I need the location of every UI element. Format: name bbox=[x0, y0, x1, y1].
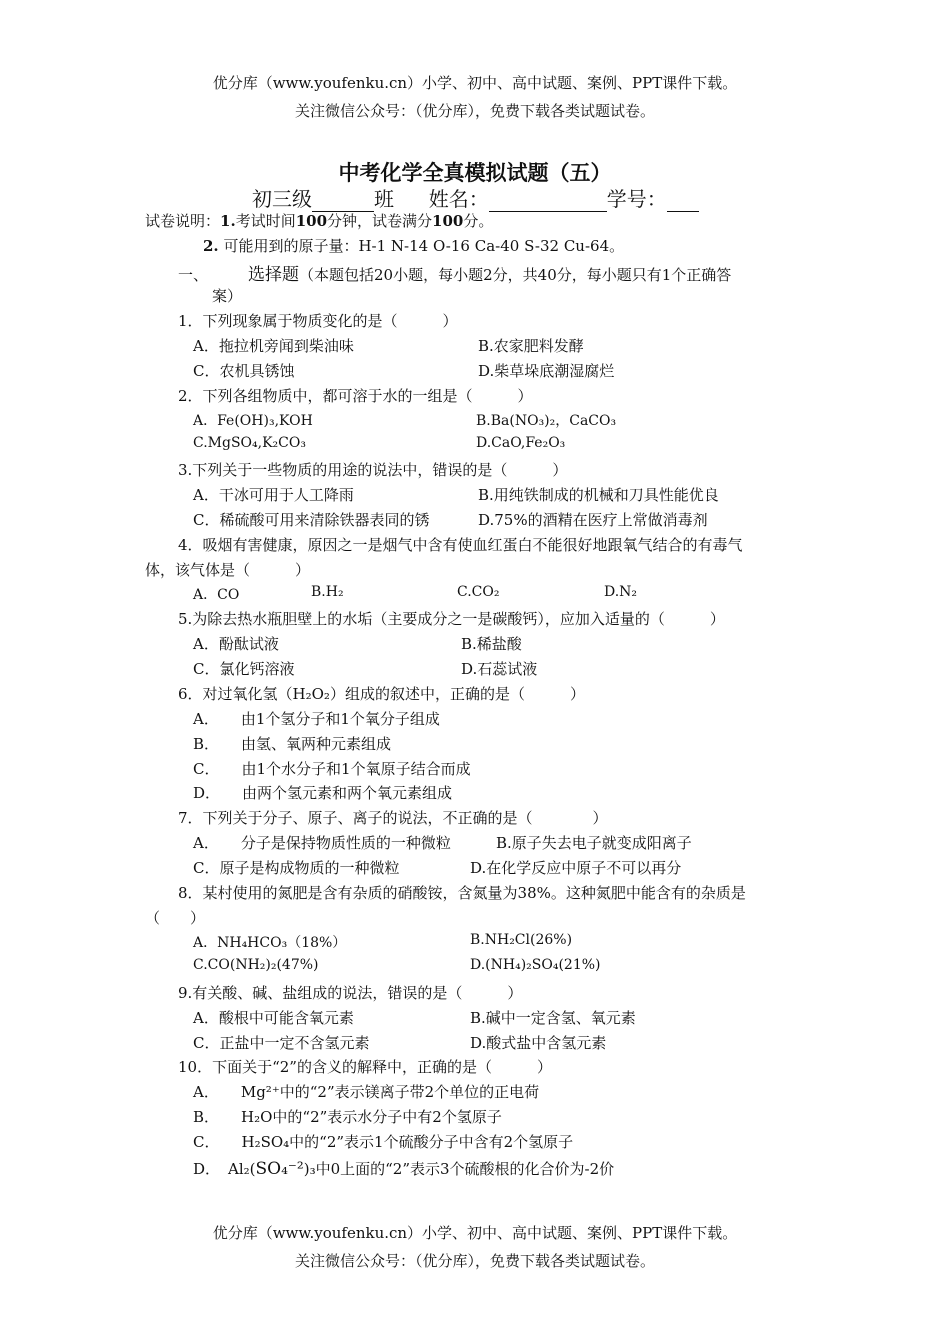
question-9-stem: 9.有关酸、碱、盐组成的说法，错误的是（ ） bbox=[178, 984, 523, 1002]
q6-option-b-letter: B． bbox=[193, 735, 220, 753]
q6-option-b[interactable] bbox=[193, 733, 391, 754]
q6-option-d-letter: D． bbox=[193, 784, 221, 802]
question-1-stem: 1．下列现象属于物质变化的是（ ） bbox=[178, 312, 458, 330]
question-8-stem-2: （ ） bbox=[145, 909, 206, 927]
q4-option-c[interactable]: C.CO₂ bbox=[457, 584, 500, 600]
footer-line-1: 优分库（www.youfenku.cn）小学、初中、高中试题、案例、PPT课件下载。 bbox=[212, 1224, 738, 1242]
q10-option-a[interactable] bbox=[193, 1081, 539, 1102]
name-blank[interactable] bbox=[489, 191, 607, 212]
q1-option-a[interactable]: A．拖拉机旁闻到柴油味 bbox=[193, 337, 354, 355]
q5-option-b[interactable]: B.稀盐酸 bbox=[461, 635, 522, 653]
section-1-heading bbox=[178, 260, 731, 285]
exam-title: 中考化学全真模拟试题（五） bbox=[338, 161, 612, 185]
q5-option-d[interactable]: D.石蕊试液 bbox=[461, 660, 538, 678]
question-4-stem-1: 4．吸烟有害健康，原因之一是烟气中含有使血红蛋白不能很好地跟氧气结合的有毒气 bbox=[178, 536, 743, 554]
q2-option-a[interactable]: A．Fe(OH)₃,KOH bbox=[193, 413, 313, 429]
section-1-desc-2: 案） bbox=[212, 287, 243, 305]
question-2-stem: 2．下列各组物质中，都可溶于水的一组是（ ） bbox=[178, 387, 533, 405]
id-blank[interactable] bbox=[667, 191, 699, 212]
q6-option-d[interactable] bbox=[193, 782, 452, 803]
student-info-line bbox=[252, 183, 699, 212]
section-1-title: 选择题 bbox=[248, 265, 300, 285]
question-7-stem: 7．下列关于分子、原子、离子的说法，不正确的是（ ） bbox=[178, 809, 608, 827]
q10-option-d-formula-pre: Al₂( bbox=[228, 1160, 256, 1178]
exam-note-2 bbox=[203, 235, 624, 256]
note1-text-b: 分钟，试卷满分 bbox=[327, 212, 433, 230]
question-5-stem: 5.为除去热水瓶胆壁上的水垢（主要成分之一是碳酸钙），应加入适量的（ ） bbox=[178, 610, 725, 628]
q7-option-a-letter: A． bbox=[193, 834, 219, 852]
q8-option-a[interactable]: A．NH₄HCO₃（18%） bbox=[193, 935, 347, 951]
q6-option-c-letter: C． bbox=[193, 760, 220, 778]
q10-option-c[interactable] bbox=[193, 1131, 573, 1152]
note1-time: 100 bbox=[295, 212, 328, 230]
question-4-stem-2: 体，该气体是（ ） bbox=[145, 561, 311, 579]
q7-option-a-text: 分子是保持物质性质的一种微粒 bbox=[240, 834, 451, 852]
q3-option-c[interactable]: C．稀硫酸可用来清除铁器表同的锈 bbox=[193, 511, 430, 529]
q5-option-c[interactable]: C．氯化钙溶液 bbox=[193, 660, 295, 678]
q7-option-b[interactable]: B.原子失去电子就变成阳离子 bbox=[496, 834, 692, 852]
note1-text-a: 考试时间 bbox=[235, 212, 296, 230]
q6-option-c-text: 由1个水分子和1个氧原子结合而成 bbox=[241, 760, 471, 778]
q8-option-d[interactable]: D.(NH₄)₂SO₄(21%) bbox=[470, 957, 601, 973]
section-1-number: 一、 bbox=[178, 266, 209, 284]
q10-option-d-sulfate-ion: SO₄⁻² bbox=[255, 1159, 304, 1179]
q2-option-b[interactable]: B.Ba(NO₃)₂，CaCO₃ bbox=[476, 413, 617, 429]
q5-option-a[interactable]: A．酚酞试液 bbox=[193, 635, 279, 653]
q4-option-b[interactable]: B.H₂ bbox=[311, 584, 344, 600]
footer-line-2: 关注微信公众号：（优分库），免费下载各类试题试卷。 bbox=[294, 1252, 655, 1270]
note1-score: 100 bbox=[432, 212, 464, 230]
q10-option-b-text: H₂O中的“2”表示水分子中有2个氢原子 bbox=[241, 1108, 502, 1126]
q3-option-b[interactable]: B.用纯铁制成的机械和刀具性能优良 bbox=[478, 486, 719, 504]
name-label: 姓名： bbox=[428, 187, 489, 211]
q6-option-a-text: 由1个氢分子和1个氧分子组成 bbox=[240, 710, 440, 728]
q1-option-c[interactable]: C．农机具锈蚀 bbox=[193, 362, 295, 380]
q1-option-d[interactable]: D.柴草垛底潮湿腐烂 bbox=[478, 362, 615, 380]
q6-option-a[interactable] bbox=[193, 708, 440, 729]
exam-note-1 bbox=[145, 210, 493, 231]
q10-option-a-text: Mg²⁺中的“2”表示镁离子带2个单位的正电荷 bbox=[240, 1083, 540, 1101]
question-8-stem-1: 8．某村使用的氮肥是含有杂质的硝酸铵，含氮量为38%。这种氮肥中能含有的杂质是 bbox=[178, 884, 746, 902]
q7-option-c[interactable]: C．原子是构成物质的一种微粒 bbox=[193, 859, 400, 877]
q2-option-d[interactable]: D.CaO,Fe₂O₃ bbox=[476, 435, 566, 451]
note2-num: 2. bbox=[203, 237, 219, 255]
class-label: 班 bbox=[374, 187, 394, 211]
q10-option-b-letter: B． bbox=[193, 1108, 220, 1126]
q10-option-c-text: H₂SO₄中的“2”表示1个硫酸分子中含有2个氢原子 bbox=[241, 1133, 574, 1151]
header-line-2: 关注微信公众号：（优分库），免费下载各类试题试卷。 bbox=[294, 102, 655, 120]
note-prefix: 试卷说明： bbox=[145, 212, 221, 230]
q7-option-a[interactable] bbox=[193, 832, 451, 853]
q6-option-c[interactable] bbox=[193, 758, 471, 779]
note2-text: 可能用到的原子量：H-1 N-14 O-16 Ca-40 S-32 Cu-64。 bbox=[223, 237, 625, 255]
q7-option-d[interactable]: D.在化学反应中原子不可以再分 bbox=[470, 859, 682, 877]
question-10-stem: 10．下面关于“2”的含义的解释中，正确的是（ ） bbox=[178, 1058, 552, 1076]
q3-option-a[interactable]: A．干冰可用于人工降雨 bbox=[193, 486, 354, 504]
q10-option-d[interactable] bbox=[193, 1158, 614, 1179]
q9-option-d[interactable]: D.酸式盐中含氢元素 bbox=[470, 1034, 607, 1052]
q3-option-d[interactable]: D.75%的酒精在医疗上常做消毒剂 bbox=[478, 511, 708, 529]
q9-option-b[interactable]: B.碱中一定含氢、氧元素 bbox=[470, 1009, 636, 1027]
question-6-stem: 6．对过氧化氢（H₂O₂）组成的叙述中，正确的是（ ） bbox=[178, 685, 585, 703]
q10-option-d-letter: D． bbox=[193, 1160, 221, 1178]
q6-option-d-text: 由两个氢元素和两个氧元素组成 bbox=[242, 784, 453, 802]
q6-option-b-text: 由氢、氧两种元素组成 bbox=[241, 735, 392, 753]
q8-option-c[interactable]: C.CO(NH₂)₂(47%) bbox=[193, 957, 319, 973]
q8-option-b[interactable]: B.NH₂Cl(26%) bbox=[470, 932, 573, 948]
q4-option-a[interactable]: A．CO bbox=[193, 587, 240, 603]
question-3-stem: 3.下列关于一些物质的用途的说法中，错误的是（ ） bbox=[178, 461, 568, 479]
note1-num: 1. bbox=[220, 212, 236, 230]
header-line-1: 优分库（www.youfenku.cn）小学、初中、高中试题、案例、PPT课件下载。 bbox=[212, 74, 738, 92]
q2-option-c[interactable]: C.MgSO₄,K₂CO₃ bbox=[193, 435, 306, 451]
q10-option-a-letter: A． bbox=[193, 1083, 219, 1101]
q4-option-d[interactable]: D.N₂ bbox=[604, 584, 638, 600]
q6-option-a-letter: A． bbox=[193, 710, 219, 728]
grade-label: 初三级 bbox=[252, 187, 312, 211]
q9-option-a[interactable]: A．酸根中可能含氧元素 bbox=[193, 1009, 354, 1027]
q10-option-c-letter: C． bbox=[193, 1133, 220, 1151]
class-blank[interactable] bbox=[312, 191, 374, 212]
q10-option-d-text: )₃中0上面的“2”表示3个硫酸根的化合价为-2价 bbox=[303, 1160, 615, 1178]
q1-option-b[interactable]: B.农家肥料发酵 bbox=[478, 337, 584, 355]
q10-option-b[interactable] bbox=[193, 1106, 502, 1127]
section-1-desc-1: （本题包括20小题，每小题2分，共40分，每小题只有1个正确答 bbox=[299, 266, 732, 284]
note1-text-c: 分。 bbox=[463, 212, 494, 230]
q9-option-c[interactable]: C．正盐中一定不含氢元素 bbox=[193, 1034, 370, 1052]
id-label: 学号： bbox=[606, 187, 667, 211]
